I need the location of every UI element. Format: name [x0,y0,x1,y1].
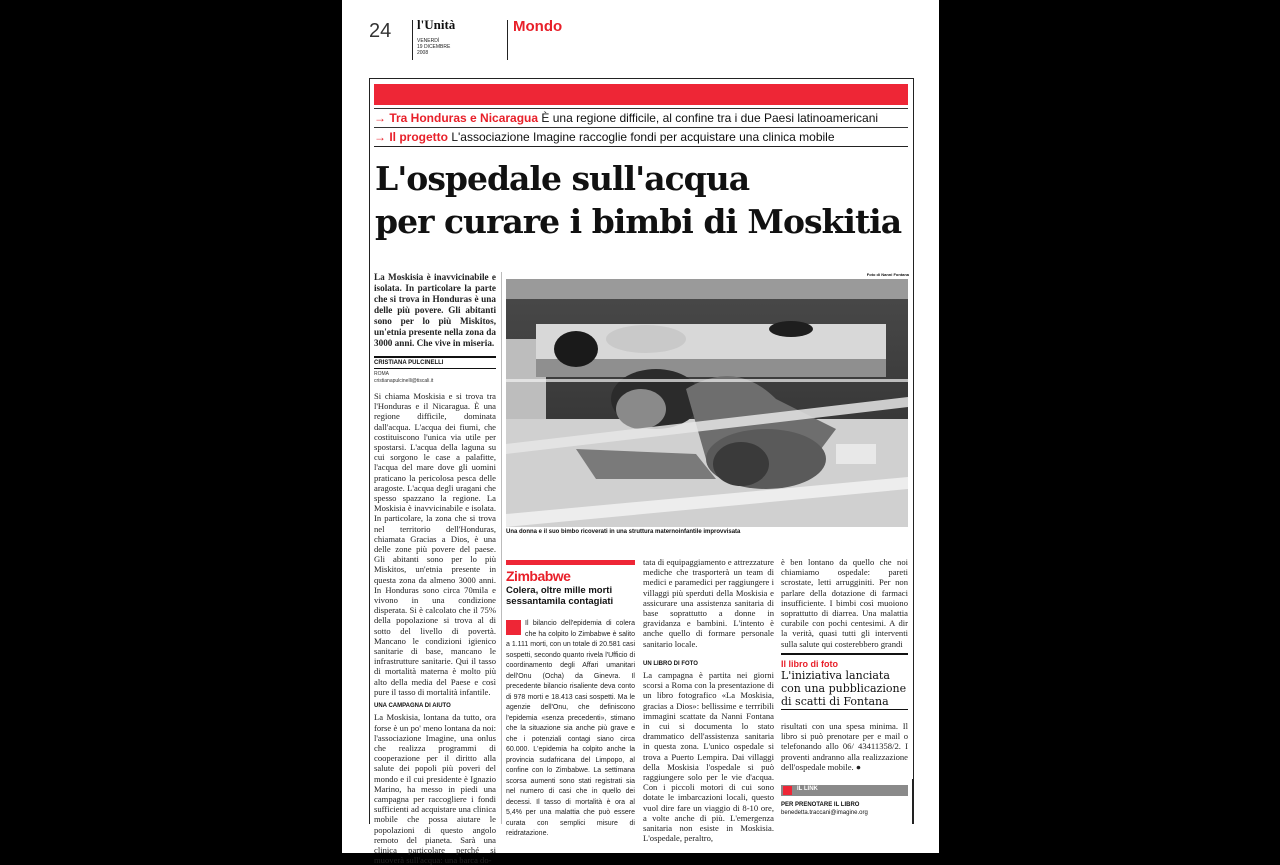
column-divider [501,272,502,824]
column-1 [374,391,496,865]
byline-author: CRISTIANA PULCINELLI [374,360,444,366]
kicker-1-label: → Tra Honduras e Nicaragua [374,111,539,125]
article-frame [369,78,914,865]
kicker-2-label: → Il progetto [374,130,448,144]
column-1-paragraph-2: La Moskisia, lontana da tutto, ora forse è un po' meno lontana da noi: l'associazione Imagine, una onlus che realizza programmi di cooperazione per il diritto alla salute dei popoli più poveri del mondo e il cui presidente è Ignazio Marino, ha messo in piedi una campagna per raccogliere i fondi sufficienti ad acquistare una clinica mobile che possa aiutare le popolazioni di questo angolo remoto del pianeta. Sarà una clinica particolare perché si muoverà sull'acqua: una barca do- [374,712,496,865]
link-icon [783,786,792,795]
section-label: Mondo [513,18,563,35]
photo-caption: Una donna e il suo bimbo ricoverati in una struttura maternoinfantile improvvisata [506,529,741,535]
link-label: IL LINK [797,786,818,792]
photo-book-box [781,659,908,708]
contact-label: PER PRENOTARE IL LIBRO [781,802,860,808]
date-year: 2008 [417,50,429,56]
byline-city: ROMA [374,371,389,377]
header-divider [412,20,413,60]
byline-email: cristianapulcinelli@tiscali.it [374,378,434,384]
column-4-bottom: risultati con una spesa minima. Il libro si può prenotare per e mail o telefonando allo 06/ 43411358/2. I proventi andranno alla realizzazione dell'ospedale mobile. ● [781,721,908,772]
box-rule-bottom [781,709,908,710]
zimbabwe-subtitle: Colera, oltre mille morti sessantamila contagiati [506,585,614,607]
kicker-1 [374,108,908,127]
contact-email[interactable]: benedetta.traccani@imagine.org [781,810,868,816]
link-bar [781,785,908,796]
headline-line-1: L'ospedale sull'acqua [375,159,750,198]
contact-block [781,801,908,817]
kicker-2-text: L'associazione Imagine raccoglie fondi per acquistare una clinica mobile [451,130,835,144]
column-4-top: è ben lontano da quello che noi chiamiamo ospedale: pareti scrostate, letti arrugginiti. Per non parlare della dotazione di farmaci insufficiente. I bimbi così muoiono soprattutto di diarrea. Una malattia curabile con pochi centesimi. A dir la verità, quasi tutti gli interventi sulla salute qui costerebbero grandi [781,557,908,649]
column-3 [643,557,774,844]
masthead-logo: l'Unità [417,17,456,32]
column-3-paragraph-1: tata di equipaggiamento e attrezzature mediche che trasporterà un team di medici e paramedici per raggiungere i villaggi più sperduti della Moskisia e assicurare una assistenza sanitaria di base soprattutto a donne in gravidanza e bambini. L'intento è anche quello di formare personale sanitario locale. [643,557,774,649]
zimbabwe-text: Il bilancio dell'epidemia di colera che ha colpito lo Zimbabwe è salito a 1.111 morti, con un totale di 20.581 casi sospetti, secondo quanto rivela l'Ufficio di coordinamento degli Affari umanitari dell'Onu (Ocha) da Ginevra. Il precedente bilancio risaliente deva conto di 978 morti e 18.413 casi sospetti. Ma le agenzie dell'Onu, che definiscono l'epidemia «senza precedenti», stimano che la situazione sia anche più grave e che i potenziali contagi siano circa 60.000. L'epidemia ha colpito anche la provincia sudafricana del Limpopo, al confine con lo Zimbabwe. La settimana scorsa aumenti sono stati registrati sia nel numero di casi che in quello dei decessi. Il tasso di mortalità è ora al 5,4% per una malattia che può essere curata con semplici misure di reidratazione. [506,620,635,837]
date-day: VENERDÌ [417,38,440,44]
column-3-paragraph-2: La campagna è partita nei giorni scorsi a Roma con la presentazione di un libro fotografico «La Moskisia, gracias a Dios»: bellissime e terrribili immagini scattate da Nanni Fontana in cui si documenta lo stato drammatico dell'assistenza sanitaria in questa zona. L'unico ospedale si trova a Puerto Lempira. Dai villaggi della Moskisia l'ospedale si può raggiungere solo per le vie d'acqua. Con i piccoli motori di cui sono dotate le imbarcazioni locali, questo vuol dire fare un viaggio di 8-10 ore, a volte anche di più. L'emergenza sanitaria non esiste in Moskisia. L'ospedale, peraltro, [643,670,774,844]
headline [375,157,910,243]
dateline [417,38,457,56]
zimbabwe-body [506,619,635,837]
byline-rule-2 [374,368,496,369]
zimbabwe-red-bar [506,560,635,565]
frame-right-edge [912,779,913,824]
red-square-icon [506,620,521,635]
box-kicker: Il libro di foto [781,659,838,669]
newspaper-page [342,0,939,865]
article-photo [506,279,908,527]
box-title: L'iniziativa lanciata con una pubblicazione di scatti di Fontana [781,669,907,708]
section-divider [507,20,508,60]
lead-paragraph: La Moskisia è inavvicinabile e isolata. In particolare la parte che si trova in Honduras è una delle più povere. Gli abitanti sono per lo più Miskitos, un'etnia presente nella zona da 3000 anni. Che vive in miseria. [374,272,496,348]
photo-image [506,279,908,527]
column-1-subhead: UNA CAMPAGNA DI AIUTO [374,703,451,710]
photo-credit: Foto di Nanni Fontana [866,272,909,277]
column-1-paragraph-1: Si chiama Moskisia e si trova tra l'Honduras e il Nicaragua. È una regione difficile, dominata dall'acqua. L'acqua dei fiumi, che costituiscono l'unica via utile per spostarsi. L'acqua della laguna su cui sorgono le case a palafitte, l'acqua del mare dove gli uomini praticano la pericolosa pesca delle aragoste. L'acqua degli uragani che spesso spazzano la regione. La Moskisia è inavvicinabile e isolata. In particolare, la zona che si trova nel territorio dell'Honduras, chiamata Gracias a Dios, è una delle zone più povere del paese. Gli abitanti sono per lo più Miskitos, un'etnia presente in questa zona da almeno 3000 anni. In Honduras sono circa 70mila e vivono in una condizione disperata. Si è calcolato che il 75% della popolazione si trova al di sotto del livello di povertà. Mancano le condizioni igienico sanitarie di base, mancano le infrastrutture sanitarie. Qui il tasso di mortalità materna è molto più alto della media del Paese e così pure il tasso di mortalità infantile. [374,391,496,697]
column-3-subhead: UN LIBRO DI FOTO [643,660,698,667]
kicker-1-text: È una regione difficile, al confine tra i due Paesi latinoamericani [541,111,879,125]
top-red-bar [374,84,908,105]
zimbabwe-title: Zimbabwe [506,568,571,584]
page-number: 24 [369,20,392,42]
box-rule-top [781,653,908,655]
byline-rule [374,356,496,358]
kicker-2 [374,127,908,147]
headline-line-2: per curare i bimbi di Moskitia [375,202,902,241]
date-month: 19 DICEMBRE [417,44,451,50]
